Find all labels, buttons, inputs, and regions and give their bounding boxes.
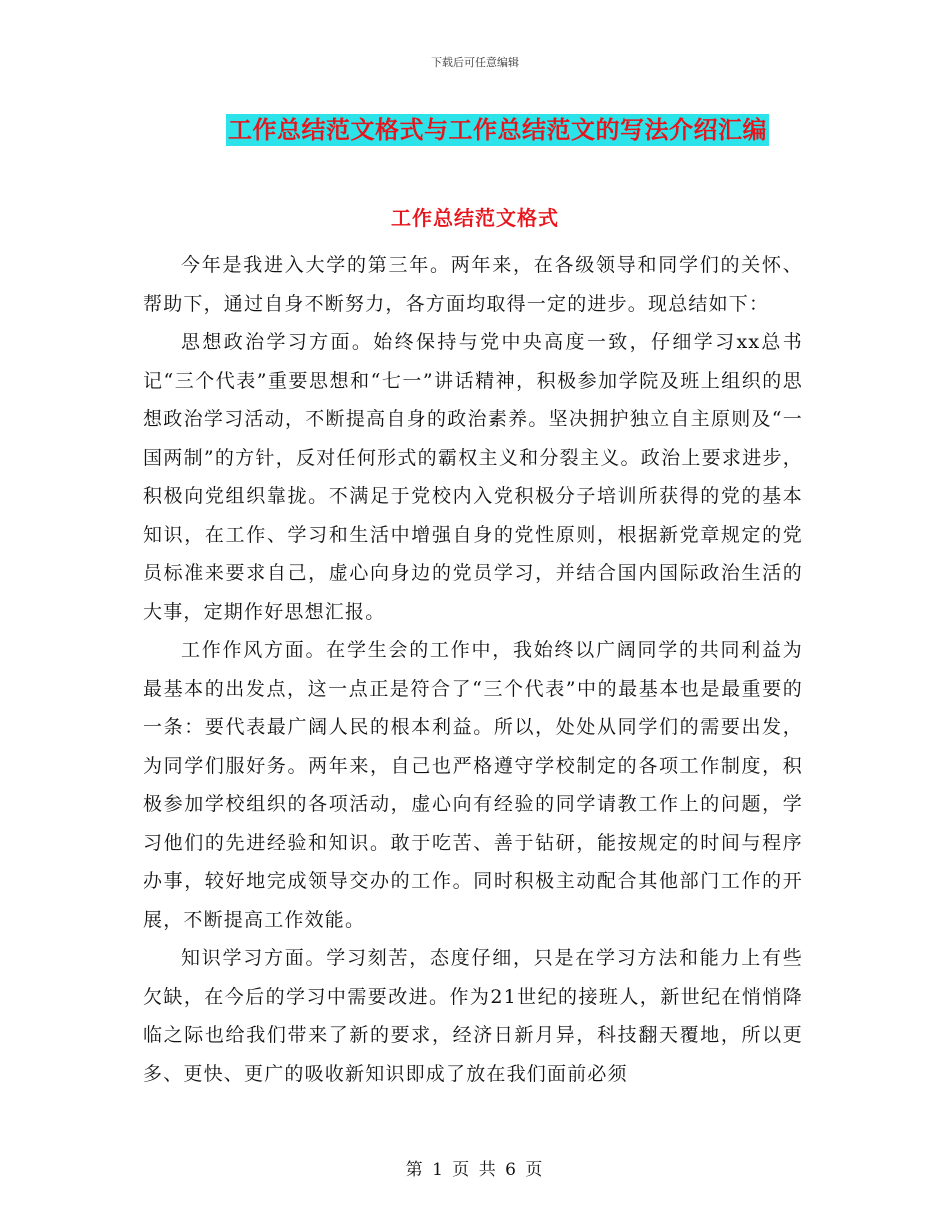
- paragraph-knowledge-study: 知识学习方面。学习刻苦，态度仔细，只是在学习方法和能力上有些欠缺，在今后的学习中需要改进。作为21世纪的接班人，新世纪在悄悄降临之际也给我们带来了新的要求，经济日新月异，科技翻天覆地，所以更多、更快、更广的吸收新知识即成了放在我们面前必须: [143, 947, 803, 1085]
- main-title-wrap: [0, 114, 950, 146]
- header-note: 下载后可任意编辑: [431, 56, 519, 69]
- main-title: 工作总结范文格式与工作总结范文的写法介绍汇编: [228, 116, 767, 144]
- page-indicator: 第 1 页 共 6 页: [405, 1160, 545, 1180]
- paragraph-intro: 今年是我进入大学的第三年。两年来，在各级领导和同学们的关怀、帮助下，通过自身不断努力，各方面均取得一定的进步。现总结如下：: [143, 254, 803, 315]
- paragraph-political-study: 思想政治学习方面。始终保持与党中央高度一致，仔细学习xx总书记“三个代表”重要思想和“七一”讲话精神，积极参加学院及班上组织的思想政治学习活动，不断提高自身的政治素养。坚决拥护独立自主原则及“一国两制”的方针，反对任何形式的霸权主义和分裂主义。政治上要求进步，积极向党组织靠拢。不满足于党校内入党积极分子培训所获得的党的基本知识，在工作、学习和生活中增强自身的党性原则，根据新党章规定的党员标准来要求自己，虚心向身边的党员学习，并结合国内国际政治生活的大事，定期作好思想汇报。: [143, 331, 803, 623]
- body-text: [143, 246, 803, 1093]
- section-title: 工作总结范文格式: [391, 206, 559, 230]
- paragraph-work-style: 工作作风方面。在学生会的工作中，我始终以广阔同学的共同利益为最基本的出发点，这一点正是符合了“三个代表”中的最基本也是最重要的一条：要代表最广阔人民的根本利益。所以，处处从同学们的需要出发，为同学们服好务。两年来，自己也严格遵守学校制定的各项工作制度，积极参加学校组织的各项活动，虚心向有经验的同学请教工作上的问题，学习他们的先进经验和知识。敢于吃苦、善于钻研，能按规定的时间与程序办事，较好地完成领导交办的工作。同时积极主动配合其他部门工作的开展，不断提高工作效能。: [143, 639, 803, 931]
